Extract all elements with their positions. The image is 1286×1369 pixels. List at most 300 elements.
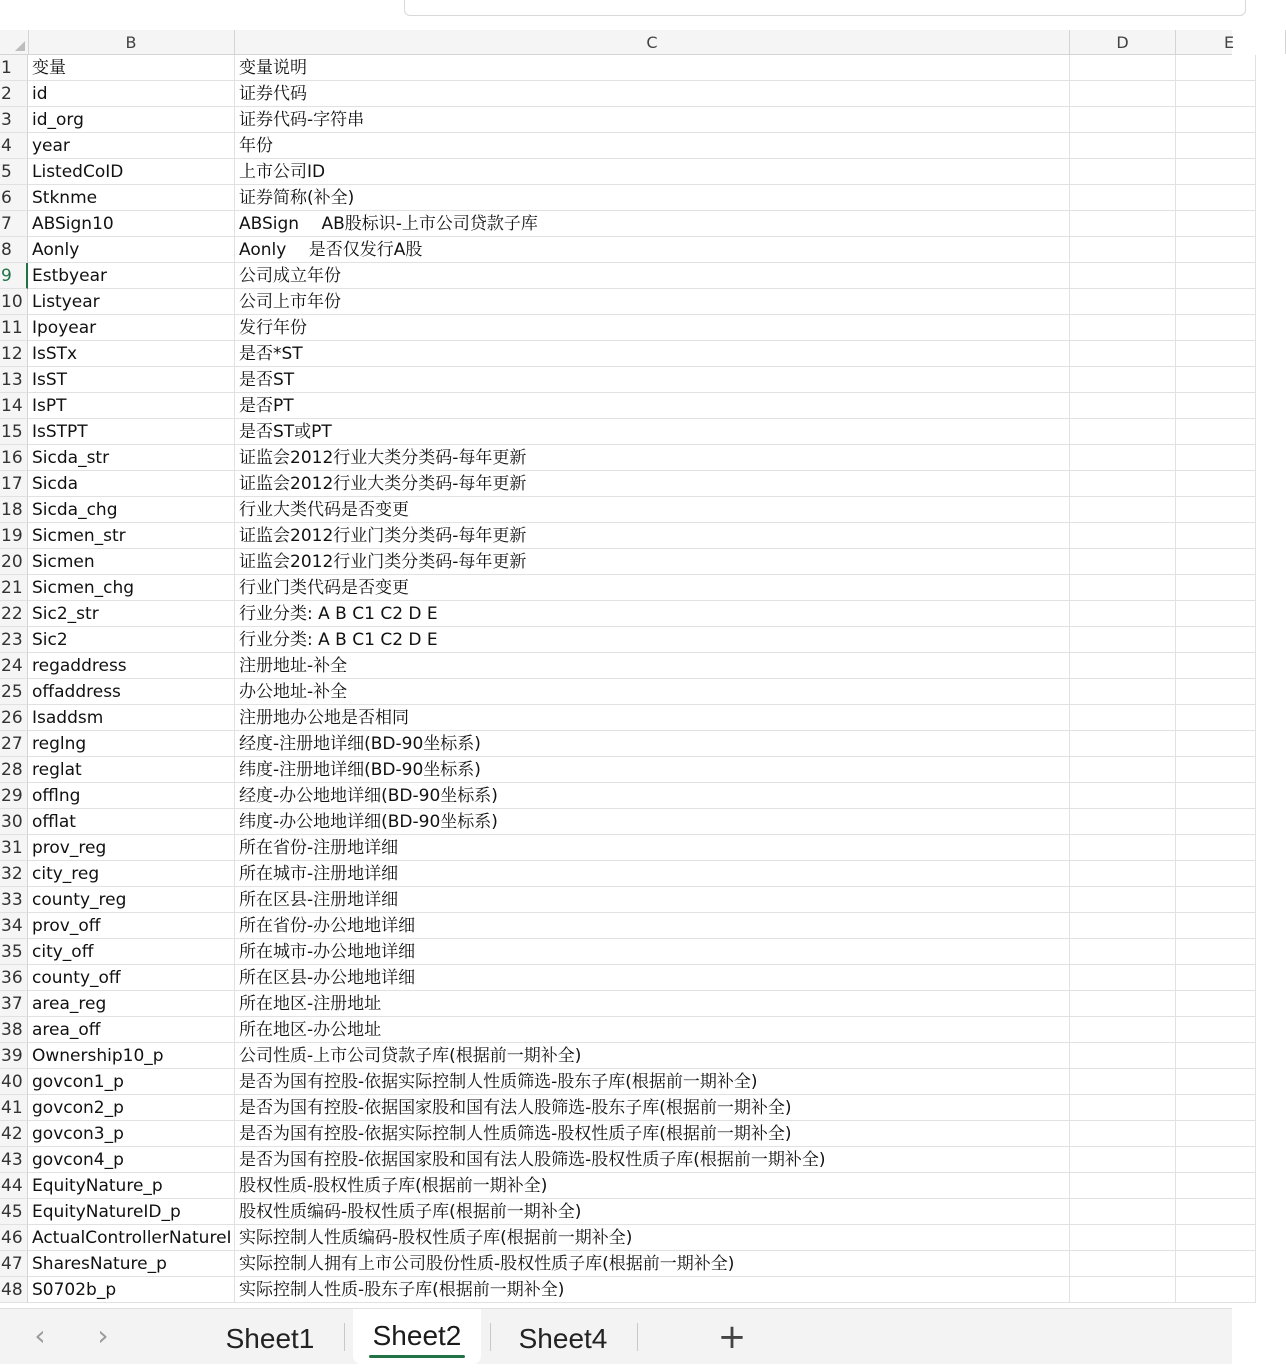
cell-c[interactable]: 证监会2012行业大类分类码-每年更新: [235, 471, 1070, 497]
row-number[interactable]: 17: [0, 471, 28, 497]
cell-b[interactable]: ListedCoID: [28, 159, 235, 185]
row-number[interactable]: 14: [0, 393, 28, 419]
table-row: [0, 471, 1232, 497]
cell-e[interactable]: [1176, 55, 1256, 81]
table-row: [0, 185, 1232, 211]
row-number[interactable]: 42: [0, 1121, 28, 1147]
cell-e[interactable]: [1176, 809, 1256, 835]
cell-d[interactable]: [1070, 1017, 1176, 1043]
cell-b[interactable]: offlat: [28, 809, 235, 835]
cell-c[interactable]: 纬度-办公地地详细(BD-90坐标系): [235, 809, 1070, 835]
cell-c[interactable]: 所在省份-办公地地详细: [235, 913, 1070, 939]
cell-e[interactable]: [1176, 939, 1256, 965]
cell-e[interactable]: [1176, 1277, 1256, 1303]
row-number[interactable]: 18: [0, 497, 28, 523]
cell-b[interactable]: IsSTPT: [28, 419, 235, 445]
cell-d[interactable]: [1070, 341, 1176, 367]
cell-c[interactable]: 股权性质-股权性质子库(根据前一期补全): [235, 1173, 1070, 1199]
row-number[interactable]: 41: [0, 1095, 28, 1121]
cell-d[interactable]: [1070, 549, 1176, 575]
add-sheet-icon[interactable]: +: [717, 1317, 747, 1357]
cell-e[interactable]: [1176, 523, 1256, 549]
cell-e[interactable]: [1176, 133, 1256, 159]
cell-e[interactable]: [1176, 1095, 1256, 1121]
cell-d[interactable]: [1070, 1173, 1176, 1199]
cell-b[interactable]: IsSTx: [28, 341, 235, 367]
tab-sheet2[interactable]: [353, 1309, 481, 1364]
cell-c[interactable]: 所在城市-注册地详细: [235, 861, 1070, 887]
cell-b[interactable]: city_reg: [28, 861, 235, 887]
row-number[interactable]: 26: [0, 705, 28, 731]
cell-e[interactable]: [1176, 1043, 1256, 1069]
table-row: [0, 731, 1232, 757]
cell-b[interactable]: govcon4_p: [28, 1147, 235, 1173]
cell-e[interactable]: [1176, 107, 1256, 133]
cell-d[interactable]: [1070, 289, 1176, 315]
cell-e[interactable]: [1176, 549, 1256, 575]
cell-b[interactable]: IsST: [28, 367, 235, 393]
table-row: [0, 835, 1232, 861]
cell-e[interactable]: [1176, 1225, 1256, 1251]
cell-d[interactable]: [1070, 913, 1176, 939]
table-row: [0, 1251, 1232, 1277]
cell-d[interactable]: [1070, 705, 1176, 731]
row-number[interactable]: 4: [0, 133, 28, 159]
cell-b[interactable]: offaddress: [28, 679, 235, 705]
cell-e[interactable]: [1176, 705, 1256, 731]
row-number[interactable]: 34: [0, 913, 28, 939]
cell-c[interactable]: 发行年份: [235, 315, 1070, 341]
cell-d[interactable]: [1070, 419, 1176, 445]
row-number[interactable]: 40: [0, 1069, 28, 1095]
table-row: [0, 783, 1232, 809]
cell-b[interactable]: govcon1_p: [28, 1069, 235, 1095]
cell-d[interactable]: [1070, 81, 1176, 107]
row-number[interactable]: 46: [0, 1225, 28, 1251]
cell-c[interactable]: 实际控制人性质编码-股权性质子库(根据前一期补全): [235, 1225, 1070, 1251]
row-number[interactable]: 1: [0, 55, 28, 81]
cell-e[interactable]: [1176, 1147, 1256, 1173]
formula-input[interactable]: [404, 0, 1246, 16]
cell-b[interactable]: city_off: [28, 939, 235, 965]
table-row: [0, 81, 1232, 107]
table-row: [0, 1095, 1232, 1121]
row-number[interactable]: 19: [0, 523, 28, 549]
row-number[interactable]: 7: [0, 211, 28, 237]
cell-d[interactable]: [1070, 679, 1176, 705]
cell-b[interactable]: county_off: [28, 965, 235, 991]
row-number[interactable]: 28: [0, 757, 28, 783]
cell-c[interactable]: 是否ST或PT: [235, 419, 1070, 445]
cell-b[interactable]: Stknme: [28, 185, 235, 211]
table-row: [0, 575, 1232, 601]
table-row: [0, 965, 1232, 991]
table-row: [0, 497, 1232, 523]
table-row: [0, 653, 1232, 679]
tab-separator: [490, 1323, 491, 1351]
cell-c[interactable]: 是否为国有控股-依据实际控制人性质筛选-股权性质子库(根据前一期补全): [235, 1121, 1070, 1147]
cell-c[interactable]: 注册地址-补全: [235, 653, 1070, 679]
cell-c[interactable]: 是否为国有控股-依据国家股和国有法人股筛选-股权性质子库(根据前一期补全): [235, 1147, 1070, 1173]
row-number[interactable]: 13: [0, 367, 28, 393]
row-number[interactable]: 36: [0, 965, 28, 991]
cell-e[interactable]: [1176, 887, 1256, 913]
cell-e[interactable]: [1176, 185, 1256, 211]
cell-c[interactable]: 证券代码: [235, 81, 1070, 107]
row-number[interactable]: 35: [0, 939, 28, 965]
cell-d[interactable]: [1070, 1069, 1176, 1095]
table-row: [0, 211, 1232, 237]
row-number[interactable]: 8: [0, 237, 28, 263]
row-number[interactable]: 3: [0, 107, 28, 133]
row-number[interactable]: 25: [0, 679, 28, 705]
cell-b[interactable]: Ipoyear: [28, 315, 235, 341]
cell-b[interactable]: govcon2_p: [28, 1095, 235, 1121]
cell-e[interactable]: [1176, 159, 1256, 185]
cell-c[interactable]: 证监会2012行业门类分类码-每年更新: [235, 523, 1070, 549]
cell-c[interactable]: 所在城市-办公地地详细: [235, 939, 1070, 965]
row-number[interactable]: 29: [0, 783, 28, 809]
cell-c[interactable]: 经度-办公地地详细(BD-90坐标系): [235, 783, 1070, 809]
row-number[interactable]: 23: [0, 627, 28, 653]
active-tab-indicator: [369, 1355, 465, 1358]
table-row: [0, 289, 1232, 315]
cell-e[interactable]: [1176, 731, 1256, 757]
table-row: [0, 367, 1232, 393]
cell-c[interactable]: 年份: [235, 133, 1070, 159]
row-number[interactable]: 39: [0, 1043, 28, 1069]
cell-c[interactable]: 行业分类: A B C1 C2 D E: [235, 601, 1070, 627]
cell-e[interactable]: [1176, 1251, 1256, 1277]
cell-e[interactable]: [1176, 393, 1256, 419]
cell-b[interactable]: reglng: [28, 731, 235, 757]
row-number[interactable]: 43: [0, 1147, 28, 1173]
cell-b[interactable]: Sicda: [28, 471, 235, 497]
cell-d[interactable]: [1070, 653, 1176, 679]
cell-c[interactable]: 所在地区-办公地址: [235, 1017, 1070, 1043]
cell-d[interactable]: [1070, 315, 1176, 341]
cell-b[interactable]: Sic2_str: [28, 601, 235, 627]
table-row: [0, 523, 1232, 549]
cell-d[interactable]: [1070, 783, 1176, 809]
cell-e[interactable]: [1176, 783, 1256, 809]
row-number[interactable]: 30: [0, 809, 28, 835]
table-row: [0, 913, 1232, 939]
cell-b[interactable]: Sicda_str: [28, 445, 235, 471]
cell-c[interactable]: ABSign AB股标识-上市公司贷款子库: [235, 211, 1070, 237]
row-number[interactable]: 2: [0, 81, 28, 107]
cell-e[interactable]: [1176, 1069, 1256, 1095]
rows-container: [0, 55, 1232, 1303]
cell-b[interactable]: ABSign10: [28, 211, 235, 237]
cell-b[interactable]: offlng: [28, 783, 235, 809]
table-row: [0, 627, 1232, 653]
cell-e[interactable]: [1176, 991, 1256, 1017]
cell-b[interactable]: SharesNature_p: [28, 1251, 235, 1277]
cell-b[interactable]: area_reg: [28, 991, 235, 1017]
cell-e[interactable]: [1176, 679, 1256, 705]
table-row: [0, 1277, 1232, 1303]
row-number[interactable]: 47: [0, 1251, 28, 1277]
cell-c[interactable]: 是否为国有控股-依据实际控制人性质筛选-股东子库(根据前一期补全): [235, 1069, 1070, 1095]
column-headers: [0, 30, 1235, 55]
cell-b[interactable]: Sicmen_str: [28, 523, 235, 549]
cell-b[interactable]: county_reg: [28, 887, 235, 913]
cell-d[interactable]: [1070, 107, 1176, 133]
cell-e[interactable]: [1176, 757, 1256, 783]
row-number[interactable]: 11: [0, 315, 28, 341]
table-row: [0, 159, 1232, 185]
cell-e[interactable]: [1176, 1121, 1256, 1147]
cell-c[interactable]: 股权性质编码-股权性质子库(根据前一期补全): [235, 1199, 1070, 1225]
cell-c[interactable]: Aonly 是否仅发行A股: [235, 237, 1070, 263]
cell-b[interactable]: Listyear: [28, 289, 235, 315]
cell-d[interactable]: [1070, 965, 1176, 991]
column-header-b[interactable]: B: [28, 30, 235, 54]
cell-c[interactable]: 证监会2012行业门类分类码-每年更新: [235, 549, 1070, 575]
cell-d[interactable]: [1070, 497, 1176, 523]
cell-e[interactable]: [1176, 835, 1256, 861]
select-all-corner[interactable]: [0, 30, 29, 54]
cell-c[interactable]: 注册地办公地是否相同: [235, 705, 1070, 731]
cell-b[interactable]: EquityNature_p: [28, 1173, 235, 1199]
row-number[interactable]: 12: [0, 341, 28, 367]
cell-d[interactable]: [1070, 211, 1176, 237]
cell-e[interactable]: [1176, 263, 1256, 289]
cell-b[interactable]: area_off: [28, 1017, 235, 1043]
column-header-e[interactable]: E: [1176, 30, 1286, 54]
cell-c[interactable]: 公司上市年份: [235, 289, 1070, 315]
cell-b[interactable]: 变量: [28, 55, 235, 81]
cell-e[interactable]: [1176, 1173, 1256, 1199]
cell-d[interactable]: [1070, 185, 1176, 211]
table-row: [0, 705, 1232, 731]
cell-c[interactable]: 证券简称(补全): [235, 185, 1070, 211]
cell-c[interactable]: 是否为国有控股-依据国家股和国有法人股筛选-股东子库(根据前一期补全): [235, 1095, 1070, 1121]
table-row: [0, 133, 1232, 159]
cell-b[interactable]: Aonly: [28, 237, 235, 263]
cell-b[interactable]: EquityNatureID_p: [28, 1199, 235, 1225]
cell-c[interactable]: 经度-注册地详细(BD-90坐标系): [235, 731, 1070, 757]
table-row: [0, 1147, 1232, 1173]
cell-b[interactable]: IsPT: [28, 393, 235, 419]
cell-b[interactable]: Sicmen_chg: [28, 575, 235, 601]
row-number[interactable]: 20: [0, 549, 28, 575]
row-number[interactable]: 31: [0, 835, 28, 861]
table-row: [0, 315, 1232, 341]
row-number[interactable]: 24: [0, 653, 28, 679]
cell-d[interactable]: [1070, 1251, 1176, 1277]
row-number[interactable]: 16: [0, 445, 28, 471]
cell-c[interactable]: 实际控制人性质-股东子库(根据前一期补全): [235, 1277, 1070, 1303]
cell-c[interactable]: 实际控制人拥有上市公司股份性质-股权性质子库(根据前一期补全): [235, 1251, 1070, 1277]
cell-d[interactable]: [1070, 1043, 1176, 1069]
table-row: [0, 1017, 1232, 1043]
cell-c[interactable]: 变量说明: [235, 55, 1070, 81]
cell-d[interactable]: [1070, 1121, 1176, 1147]
table-row: [0, 341, 1232, 367]
row-number[interactable]: 48: [0, 1277, 28, 1303]
cell-e[interactable]: [1176, 445, 1256, 471]
cell-c[interactable]: 所在地区-注册地址: [235, 991, 1070, 1017]
table-row: [0, 1043, 1232, 1069]
row-number[interactable]: 45: [0, 1199, 28, 1225]
table-row: [0, 237, 1232, 263]
cell-c[interactable]: 办公地址-补全: [235, 679, 1070, 705]
cell-e[interactable]: [1176, 653, 1256, 679]
cell-e[interactable]: [1176, 315, 1256, 341]
cell-d[interactable]: [1070, 835, 1176, 861]
row-number[interactable]: 33: [0, 887, 28, 913]
row-number[interactable]: 37: [0, 991, 28, 1017]
cell-c[interactable]: 所在区县-办公地地详细: [235, 965, 1070, 991]
cell-c[interactable]: 行业分类: A B C1 C2 D E: [235, 627, 1070, 653]
cell-d[interactable]: [1070, 1147, 1176, 1173]
row-number[interactable]: 21: [0, 575, 28, 601]
cell-b[interactable]: id_org: [28, 107, 235, 133]
table-row: [0, 107, 1232, 133]
row-number[interactable]: 44: [0, 1173, 28, 1199]
row-number[interactable]: 9: [0, 263, 28, 289]
cell-d[interactable]: [1070, 601, 1176, 627]
tab-separator: [637, 1323, 638, 1351]
cell-d[interactable]: [1070, 523, 1176, 549]
cell-d[interactable]: [1070, 133, 1176, 159]
cell-b[interactable]: year: [28, 133, 235, 159]
cell-c[interactable]: 上市公司ID: [235, 159, 1070, 185]
cell-d[interactable]: [1070, 861, 1176, 887]
cell-b[interactable]: reglat: [28, 757, 235, 783]
cell-e[interactable]: [1176, 575, 1256, 601]
cell-e[interactable]: [1176, 341, 1256, 367]
cell-b[interactable]: S0702b_p: [28, 1277, 235, 1303]
row-number[interactable]: 32: [0, 861, 28, 887]
cell-b[interactable]: Sicmen: [28, 549, 235, 575]
cell-e[interactable]: [1176, 1199, 1256, 1225]
cell-e[interactable]: [1176, 471, 1256, 497]
cell-e[interactable]: [1176, 965, 1256, 991]
table-row: [0, 757, 1232, 783]
table-row: [0, 445, 1232, 471]
table-row: [0, 1069, 1232, 1095]
cell-c[interactable]: 公司成立年份: [235, 263, 1070, 289]
row-number[interactable]: 10: [0, 289, 28, 315]
cell-b[interactable]: regaddress: [28, 653, 235, 679]
cell-d[interactable]: [1070, 159, 1176, 185]
cell-d[interactable]: [1070, 367, 1176, 393]
cell-d[interactable]: [1070, 757, 1176, 783]
table-row: [0, 549, 1232, 575]
table-row: [0, 1225, 1232, 1251]
cell-c[interactable]: 行业大类代码是否变更: [235, 497, 1070, 523]
cell-b[interactable]: Estbyear: [28, 263, 235, 289]
table-row: [0, 419, 1232, 445]
cell-d[interactable]: [1070, 575, 1176, 601]
cell-b[interactable]: Isaddsm: [28, 705, 235, 731]
row-number[interactable]: 15: [0, 419, 28, 445]
cell-d[interactable]: [1070, 393, 1176, 419]
row-number[interactable]: 22: [0, 601, 28, 627]
prev-sheet-icon[interactable]: ‹: [34, 1319, 46, 1352]
cell-d[interactable]: [1070, 55, 1176, 81]
cell-e[interactable]: [1176, 237, 1256, 263]
cell-c[interactable]: 公司性质-上市公司贷款子库(根据前一期补全): [235, 1043, 1070, 1069]
table-row: [0, 861, 1232, 887]
cell-c[interactable]: 纬度-注册地详细(BD-90坐标系): [235, 757, 1070, 783]
cell-e[interactable]: [1176, 497, 1256, 523]
row-number[interactable]: 38: [0, 1017, 28, 1043]
cell-b[interactable]: prov_reg: [28, 835, 235, 861]
cell-c[interactable]: 是否PT: [235, 393, 1070, 419]
cell-c[interactable]: 是否*ST: [235, 341, 1070, 367]
row-number[interactable]: 5: [0, 159, 28, 185]
cell-e[interactable]: [1176, 601, 1256, 627]
cell-e[interactable]: [1176, 419, 1256, 445]
tab-sheet4[interactable]: Sheet4: [518, 1323, 608, 1354]
cell-b[interactable]: Sicda_chg: [28, 497, 235, 523]
cell-d[interactable]: [1070, 731, 1176, 757]
cell-d[interactable]: [1070, 939, 1176, 965]
column-header-d[interactable]: D: [1070, 30, 1176, 54]
cell-e[interactable]: [1176, 367, 1256, 393]
cell-d[interactable]: [1070, 237, 1176, 263]
cell-c[interactable]: 所在区县-注册地详细: [235, 887, 1070, 913]
table-row: [0, 1121, 1232, 1147]
table-row: [0, 55, 1232, 81]
row-number[interactable]: 6: [0, 185, 28, 211]
cell-c[interactable]: 证券代码-字符串: [235, 107, 1070, 133]
table-row: [0, 263, 1232, 289]
cell-d[interactable]: [1070, 445, 1176, 471]
cell-e[interactable]: [1176, 1017, 1256, 1043]
cell-e[interactable]: [1176, 289, 1256, 315]
table-row: [0, 601, 1232, 627]
cell-b[interactable]: id: [28, 81, 235, 107]
cell-e[interactable]: [1176, 861, 1256, 887]
cell-d[interactable]: [1070, 1225, 1176, 1251]
table-row: [0, 991, 1232, 1017]
cell-b[interactable]: ActualControllerNatureI: [28, 1225, 235, 1251]
cell-c[interactable]: 所在省份-注册地详细: [235, 835, 1070, 861]
next-sheet-icon[interactable]: ›: [97, 1319, 109, 1352]
cell-e[interactable]: [1176, 81, 1256, 107]
cell-d[interactable]: [1070, 263, 1176, 289]
tab-sheet1[interactable]: Sheet1: [225, 1323, 315, 1354]
cell-b[interactable]: Sic2: [28, 627, 235, 653]
cell-e[interactable]: [1176, 913, 1256, 939]
cell-d[interactable]: [1070, 809, 1176, 835]
cell-e[interactable]: [1176, 211, 1256, 237]
column-header-c[interactable]: C: [235, 30, 1070, 54]
cell-b[interactable]: govcon3_p: [28, 1121, 235, 1147]
cell-c[interactable]: 行业门类代码是否变更: [235, 575, 1070, 601]
cell-b[interactable]: prov_off: [28, 913, 235, 939]
cell-d[interactable]: [1070, 1095, 1176, 1121]
cell-d[interactable]: [1070, 1199, 1176, 1225]
cell-d[interactable]: [1070, 1277, 1176, 1303]
cell-b[interactable]: Ownership10_p: [28, 1043, 235, 1069]
cell-d[interactable]: [1070, 991, 1176, 1017]
cell-e[interactable]: [1176, 627, 1256, 653]
row-number[interactable]: 27: [0, 731, 28, 757]
cell-c[interactable]: 证监会2012行业大类分类码-每年更新: [235, 445, 1070, 471]
cell-d[interactable]: [1070, 627, 1176, 653]
cell-c[interactable]: 是否ST: [235, 367, 1070, 393]
tab-separator: [344, 1323, 345, 1351]
cell-d[interactable]: [1070, 887, 1176, 913]
tab-sheet2-label: Sheet2: [372, 1320, 462, 1351]
cell-d[interactable]: [1070, 471, 1176, 497]
